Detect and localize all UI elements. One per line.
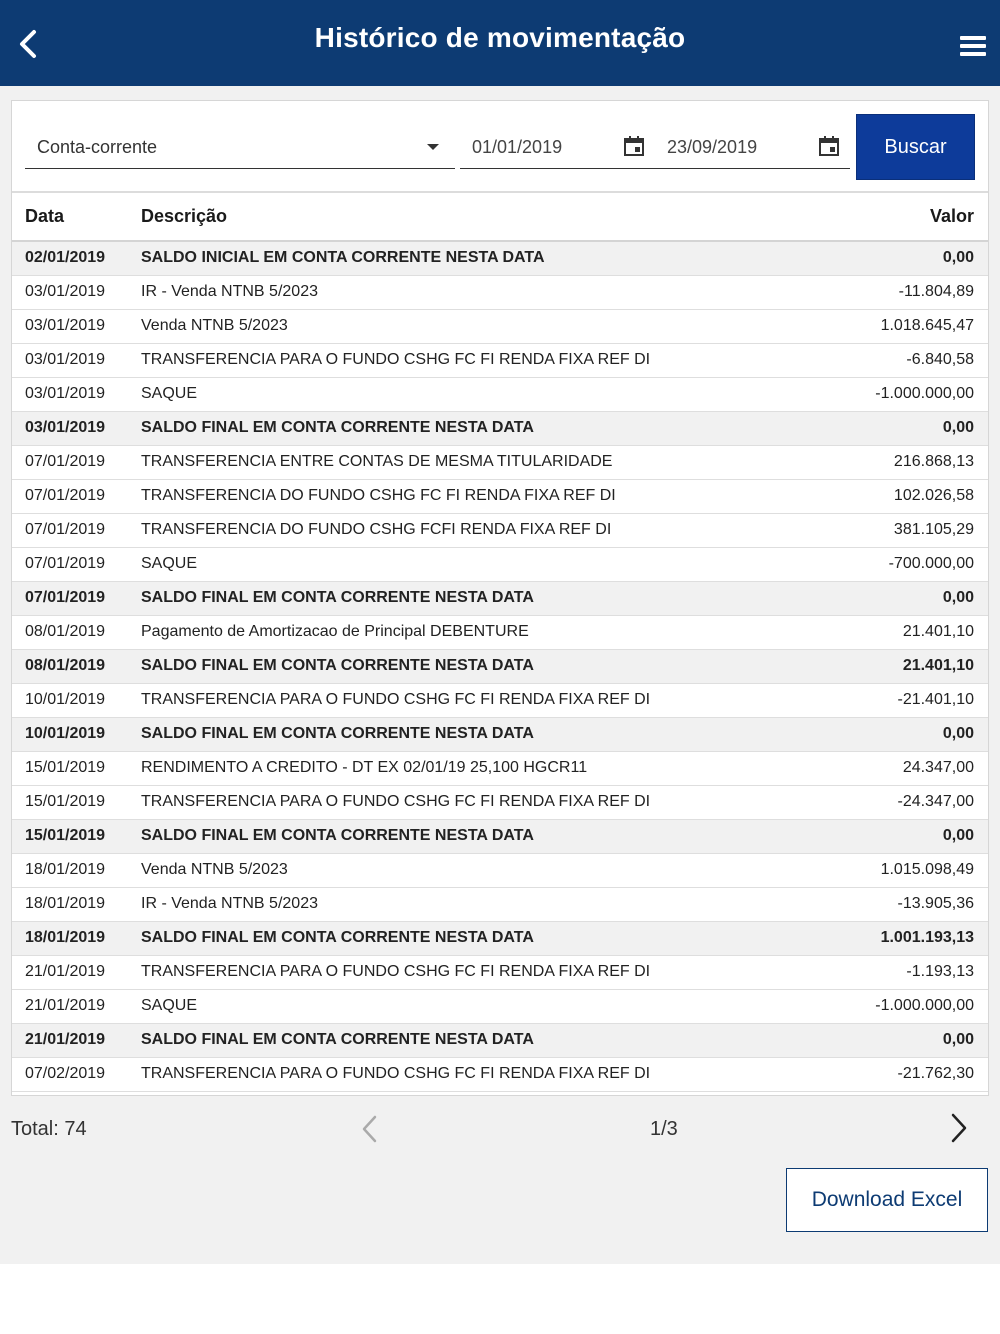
cell-date: 15/01/2019 (12, 751, 141, 785)
table-row (12, 581, 988, 615)
cell-description: TRANSFERENCIA PARA O FUNDO CSHG FC FI RENDA FIXA REF DI (141, 683, 788, 717)
account-select-value: Conta-corrente (37, 137, 158, 157)
pagination-bar (0, 1106, 1000, 1152)
cell-description: TRANSFERENCIA PARA O FUNDO CSHG FC FI RENDA FIXA REF DI (141, 1057, 788, 1091)
account-select[interactable] (25, 127, 455, 169)
cell-description: SALDO INICIAL EM CONTA CORRENTE NESTA DATA (141, 241, 788, 275)
cell-description: SALDO FINAL EM CONTA CORRENTE NESTA DATA (141, 819, 788, 853)
cell-date: 07/02/2019 (12, 1057, 141, 1091)
cell-date: 18/01/2019 (12, 853, 141, 887)
column-header-description[interactable]: Descrição (141, 193, 788, 241)
table-row (12, 649, 988, 683)
history-table (12, 193, 988, 1092)
page-indicator: 1/3 (650, 1118, 678, 1140)
app-header (0, 0, 1000, 86)
table-row (12, 615, 988, 649)
cell-value: 0,00 (788, 717, 988, 751)
cell-date: 03/01/2019 (12, 343, 141, 377)
table-row (12, 275, 988, 309)
cell-date: 18/01/2019 (12, 887, 141, 921)
cell-date: 07/01/2019 (12, 479, 141, 513)
cell-date: 08/01/2019 (12, 615, 141, 649)
cell-value: 1.018.645,47 (788, 309, 988, 343)
table-row (12, 717, 988, 751)
cell-description: SALDO FINAL EM CONTA CORRENTE NESTA DATA (141, 649, 788, 683)
cell-value: 21.401,10 (788, 615, 988, 649)
cell-value: 0,00 (788, 411, 988, 445)
cell-value: 1.001.193,13 (788, 921, 988, 955)
table-row (12, 547, 988, 581)
table-row (12, 989, 988, 1023)
cell-date: 08/01/2019 (12, 649, 141, 683)
column-header-value[interactable]: Valor (788, 193, 988, 241)
table-row (12, 1057, 988, 1091)
cell-value: 24.347,00 (788, 751, 988, 785)
table-row (12, 819, 988, 853)
cell-date: 21/01/2019 (12, 955, 141, 989)
cell-date: 21/01/2019 (12, 1023, 141, 1057)
cell-description: Pagamento de Amortizacao de Principal DEBENTURE (141, 615, 788, 649)
table-row (12, 887, 988, 921)
cell-value: -21.401,10 (788, 683, 988, 717)
cell-date: 07/01/2019 (12, 581, 141, 615)
table-row (12, 955, 988, 989)
download-excel-button[interactable]: Download Excel (786, 1168, 988, 1232)
cell-date: 18/01/2019 (12, 921, 141, 955)
table-row (12, 479, 988, 513)
cell-value: 216.868,13 (788, 445, 988, 479)
cell-value: 21.401,10 (788, 649, 988, 683)
cell-value: 0,00 (788, 819, 988, 853)
cell-date: 10/01/2019 (12, 717, 141, 751)
table-row (12, 751, 988, 785)
calendar-icon[interactable] (818, 135, 840, 157)
cell-date: 15/01/2019 (12, 785, 141, 819)
cell-description: SALDO FINAL EM CONTA CORRENTE NESTA DATA (141, 411, 788, 445)
cell-description: IR - Venda NTNB 5/2023 (141, 887, 788, 921)
cell-description: Venda NTNB 5/2023 (141, 309, 788, 343)
filters-bar (12, 101, 988, 193)
table-row (12, 513, 988, 547)
cell-description: SALDO FINAL EM CONTA CORRENTE NESTA DATA (141, 1023, 788, 1057)
cell-date: 02/01/2019 (12, 241, 141, 275)
cell-description: SALDO FINAL EM CONTA CORRENTE NESTA DATA (141, 921, 788, 955)
cell-description: RENDIMENTO A CREDITO - DT EX 02/01/19 25,100 HGCR11 (141, 751, 788, 785)
date-to-value: 23/09/2019 (667, 137, 758, 157)
cell-value: -1.000.000,00 (788, 989, 988, 1023)
page-title: Histórico de movimentação (314, 22, 686, 53)
cell-date: 03/01/2019 (12, 377, 141, 411)
cell-date: 15/01/2019 (12, 819, 141, 853)
cell-description: Venda NTNB 5/2023 (141, 853, 788, 887)
cell-description: SALDO FINAL EM CONTA CORRENTE NESTA DATA (141, 717, 788, 751)
search-button[interactable]: Buscar (856, 114, 975, 180)
caret-down-icon (427, 144, 439, 150)
cell-value: -24.347,00 (788, 785, 988, 819)
cell-date: 03/01/2019 (12, 411, 141, 445)
date-to-field[interactable] (655, 127, 850, 169)
table-header-row (12, 193, 988, 241)
cell-value: 0,00 (788, 1023, 988, 1057)
cell-value: -6.840,58 (788, 343, 988, 377)
history-card (11, 100, 989, 1096)
cell-value: 0,00 (788, 241, 988, 275)
cell-value: 381.105,29 (788, 513, 988, 547)
table-row (12, 445, 988, 479)
cell-value: -700.000,00 (788, 547, 988, 581)
table-row (12, 785, 988, 819)
cell-description: TRANSFERENCIA DO FUNDO CSHG FCFI RENDA FIXA REF DI (141, 513, 788, 547)
date-from-value: 01/01/2019 (472, 137, 563, 157)
next-page-icon[interactable] (948, 1112, 970, 1144)
cell-description: SAQUE (141, 377, 788, 411)
cell-description: TRANSFERENCIA PARA O FUNDO CSHG FC FI RENDA FIXA REF DI (141, 343, 788, 377)
column-header-date[interactable]: Data (12, 193, 141, 241)
cell-value: -1.000.000,00 (788, 377, 988, 411)
cell-value: 0,00 (788, 581, 988, 615)
cell-value: -21.762,30 (788, 1057, 988, 1091)
cell-description: SAQUE (141, 547, 788, 581)
table-row (12, 1023, 988, 1057)
date-from-field[interactable] (460, 127, 655, 169)
table-row (12, 683, 988, 717)
table-row (12, 377, 988, 411)
table-row (12, 241, 988, 275)
calendar-icon[interactable] (623, 135, 645, 157)
table-row (12, 853, 988, 887)
cell-date: 03/01/2019 (12, 309, 141, 343)
hamburger-menu-icon[interactable] (960, 36, 986, 56)
table-row (12, 921, 988, 955)
cell-description: TRANSFERENCIA DO FUNDO CSHG FC FI RENDA FIXA REF DI (141, 479, 788, 513)
main-content (0, 86, 1000, 1264)
cell-description: TRANSFERENCIA PARA O FUNDO CSHG FC FI RENDA FIXA REF DI (141, 785, 788, 819)
cell-date: 07/01/2019 (12, 445, 141, 479)
cell-description: SAQUE (141, 989, 788, 1023)
cell-description: IR - Venda NTNB 5/2023 (141, 275, 788, 309)
cell-value: 1.015.098,49 (788, 853, 988, 887)
table-row (12, 309, 988, 343)
cell-date: 10/01/2019 (12, 683, 141, 717)
cell-date: 03/01/2019 (12, 275, 141, 309)
cell-date: 07/01/2019 (12, 513, 141, 547)
cell-value: -13.905,36 (788, 887, 988, 921)
cell-date: 07/01/2019 (12, 547, 141, 581)
cell-description: TRANSFERENCIA PARA O FUNDO CSHG FC FI RENDA FIXA REF DI (141, 955, 788, 989)
cell-description: SALDO FINAL EM CONTA CORRENTE NESTA DATA (141, 581, 788, 615)
cell-value: 102.026,58 (788, 479, 988, 513)
table-row (12, 411, 988, 445)
cell-value: -11.804,89 (788, 275, 988, 309)
table-row (12, 343, 988, 377)
previous-page-icon[interactable] (360, 1114, 380, 1144)
cell-value: -1.193,13 (788, 955, 988, 989)
cell-date: 21/01/2019 (12, 989, 141, 1023)
total-count: Total: 74 (11, 1118, 87, 1140)
cell-description: TRANSFERENCIA ENTRE CONTAS DE MESMA TITULARIDADE (141, 445, 788, 479)
